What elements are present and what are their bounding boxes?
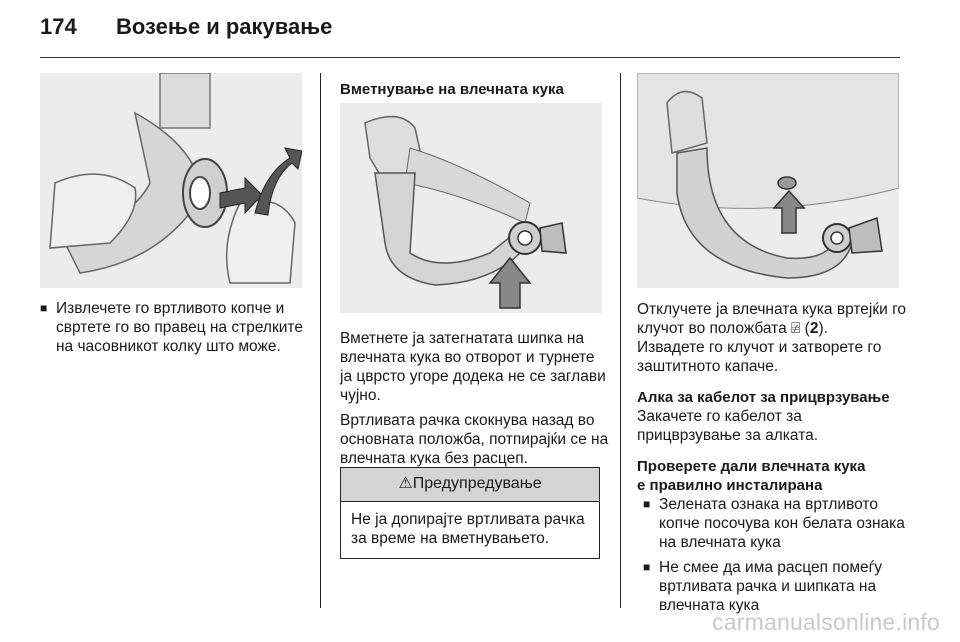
check-bullet-1 — [643, 495, 909, 552]
check-bullet-text: Зелената ознака на вртливото копче посочува кон белата ознака на влечната кука — [659, 496, 905, 551]
remove-key-paragraph: Извадете го клучот и затворете го заштитното капаче. — [637, 339, 882, 375]
key-position-icon: ⍯ — [791, 320, 801, 337]
unlock-text: Отклучете ја влечната кука вртејќи го клучот во положбата — [637, 301, 907, 337]
illustration-insert-hook — [340, 103, 602, 313]
instruction-text: Извлечете го вртливото копче и свртете го во правец на стрелките на часовникот колку што може. — [56, 300, 303, 355]
watermark: carmanualsonline.info — [712, 609, 940, 635]
key-position-number: 2 — [809, 320, 819, 337]
unlock-paragraph — [637, 300, 909, 338]
instruction-bullet — [40, 299, 305, 356]
paren-close: ). — [818, 320, 828, 337]
section-heading-eyelet: Алка за кабелот за прицврзување — [637, 389, 890, 406]
insert-instructions — [340, 329, 610, 468]
unlock-instructions — [637, 300, 909, 615]
warning-box — [340, 467, 600, 559]
column-divider-left — [320, 73, 321, 608]
insert-paragraph-2: Вртливата рачка скокнува назад во основната положба, потпирајќи се на влечната кука без расцеп. — [340, 412, 609, 467]
bullet-mark: ■ — [643, 560, 651, 574]
page-title: Возење и ракување — [116, 14, 333, 39]
column-divider-right — [620, 73, 621, 608]
check-bullet-text: Не смее да има расцеп помеѓу вртливата рачка и шипката на влечната кука — [659, 559, 882, 614]
tow-hook-key-drawing — [637, 73, 899, 288]
warning-text: Не ја допирајте вртливата рачка за време на вметнувањето. — [351, 511, 585, 547]
hands-turning-knob-drawing — [40, 73, 302, 288]
illustration-unlock-hook — [637, 73, 899, 288]
check-heading-line-2: е правилно инсталирана — [637, 477, 823, 494]
bullet-mark: ■ — [40, 301, 48, 315]
paren-open: ( — [800, 320, 810, 337]
section-heading-insert: Вметнување на влечната кука — [340, 81, 564, 98]
eyelet-paragraph: Закачете го кабелот за прицврзување за алката. — [637, 408, 819, 444]
warning-triangle-icon: ⚠ — [398, 475, 413, 492]
header-rule — [40, 57, 900, 58]
page-number: 174 — [40, 14, 77, 39]
check-bullet-2 — [643, 558, 909, 615]
bullet-mark: ■ — [643, 497, 651, 511]
warning-header — [341, 468, 599, 502]
section-heading-check — [637, 457, 909, 495]
check-heading-line-1: Проверете дали влечната кука — [637, 458, 866, 475]
illustration-knob-turn — [40, 73, 302, 288]
insert-paragraph-1: Вметнете ја затегнатата шипка на влечната кука во отворот и турнете ја цврсто угоре додека не се заглави чујно. — [340, 330, 606, 404]
tow-hook-insert-drawing — [340, 103, 602, 313]
warning-title: Предупредување — [412, 475, 542, 492]
